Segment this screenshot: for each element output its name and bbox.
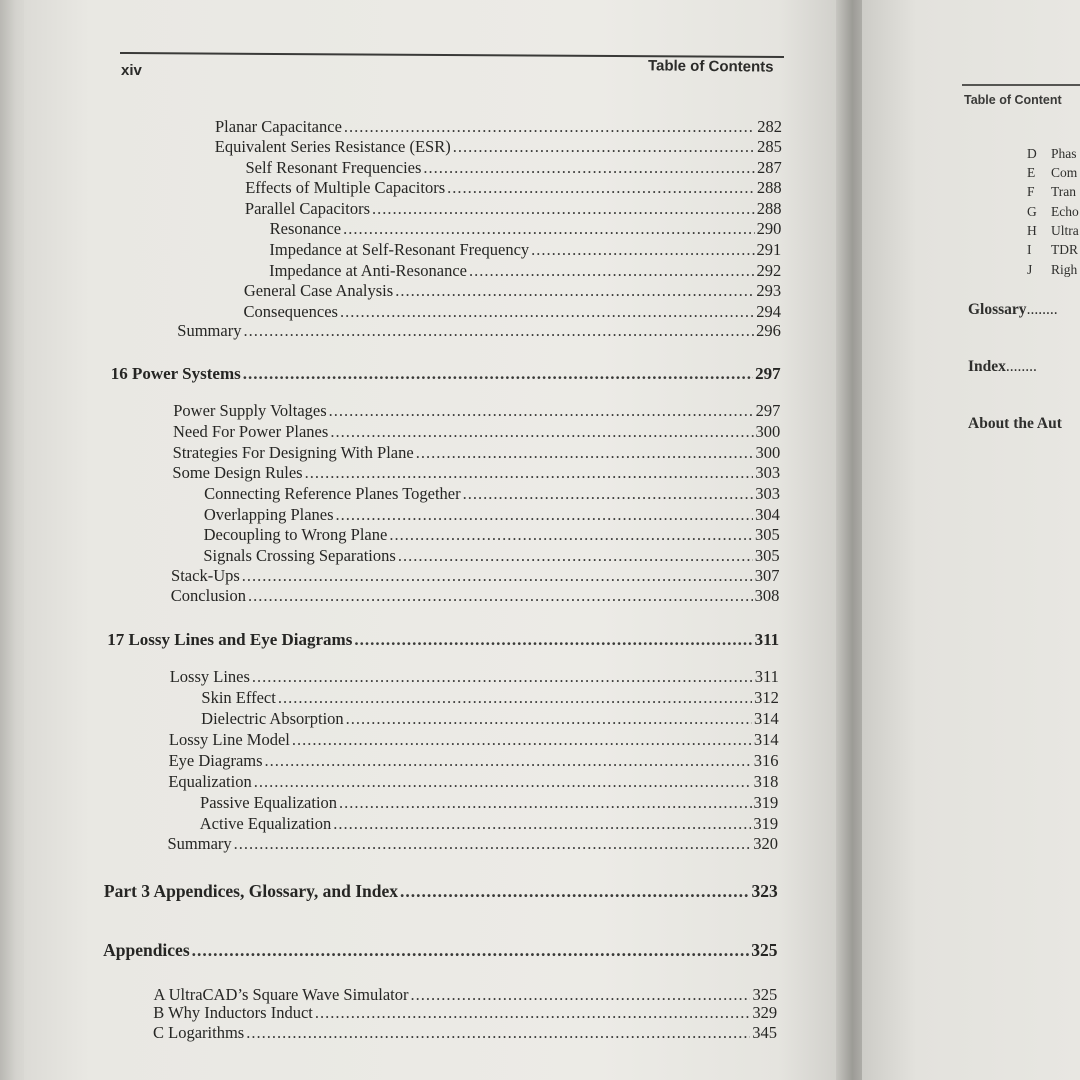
toc-entry-page: 308 (754, 586, 780, 605)
toc-entry-label: Effects of Multiple Capacitors (245, 178, 446, 197)
toc-entry-label: Overlapping Planes (203, 505, 334, 524)
toc-entry (245, 199, 782, 219)
toc-entry (173, 401, 780, 421)
toc-entry-page: 314 (753, 709, 779, 728)
toc-entry-label: Parallel Capacitors (244, 199, 370, 218)
dot-leader (423, 158, 755, 178)
dot-leader (389, 525, 753, 545)
toc-entry (168, 772, 778, 792)
toc-entry-label: Equivalent Series Resistance (ESR) (214, 137, 451, 156)
toc-entry-page: 316 (753, 751, 779, 770)
running-head: Table of Contents (647, 57, 774, 76)
toc-entry (244, 281, 781, 301)
toc-chapter-entry (103, 940, 777, 961)
appendix-label: Com (1051, 165, 1078, 180)
page-number: xiv (121, 62, 142, 79)
dot-leader (333, 814, 751, 834)
toc-entry (245, 178, 781, 198)
toc-entry-page: 297 (755, 401, 781, 420)
dot-leader (531, 240, 754, 260)
toc-entry-label: Passive Equalization (200, 793, 338, 812)
toc-entry-label: Active Equalization (199, 814, 332, 833)
toc-entry (200, 793, 778, 813)
dot-leader (400, 881, 749, 902)
toc-entry-page: 312 (754, 688, 779, 707)
toc-entry-label: Eye Diagrams (168, 751, 263, 770)
toc-entry-label: Consequences (243, 302, 338, 321)
toc-entry-label: Impedance at Anti-Resonance (269, 261, 467, 280)
toc-entry-page: 288 (756, 178, 782, 197)
dot-leader (248, 586, 753, 606)
dot-leader (336, 505, 754, 525)
toc-entry (245, 158, 781, 178)
toc-entry-page: 285 (757, 137, 782, 156)
appendix-label: TDR (1051, 242, 1078, 257)
toc-entry-label: Dielectric Absorption (201, 709, 344, 728)
dot-leader (343, 219, 755, 239)
toc-entry-page: 311 (754, 630, 780, 649)
dot-leader (463, 484, 754, 504)
toc-entry-page: 329 (752, 1003, 778, 1022)
toc-entry-label: Strategies For Designing With Plane (172, 443, 414, 462)
toc-chapter-entry (104, 881, 778, 902)
toc-entry (171, 566, 779, 586)
section-leader: ........ (1005, 358, 1037, 375)
right-appendix-entry (1027, 165, 1077, 181)
right-appendix-entry (1027, 223, 1079, 239)
section-label: About the Aut (968, 415, 1062, 432)
dot-leader (234, 834, 752, 854)
toc-entry-page: 303 (755, 484, 780, 503)
toc-entry-label: Equalization (168, 772, 252, 791)
dot-leader (346, 709, 752, 729)
toc-entry-page: 314 (753, 730, 779, 749)
dot-leader (254, 772, 752, 792)
toc-entry-page: 311 (754, 667, 779, 686)
toc-entry-page: 319 (753, 814, 779, 833)
toc-chapter-entry (107, 630, 779, 650)
dot-leader (315, 1003, 750, 1023)
toc-entry-label: 17 Lossy Lines and Eye Diagrams (107, 630, 353, 649)
dot-leader (416, 443, 754, 463)
toc-entry (177, 321, 781, 341)
section-label: Glossary (968, 301, 1027, 318)
appendix-letter: D (1027, 146, 1037, 161)
toc-entry-label: Appendices (103, 940, 190, 960)
dot-leader (246, 1023, 750, 1043)
toc-entry-page: 300 (755, 422, 781, 441)
toc-entry-page: 325 (752, 985, 778, 1004)
toc-entry-page: 323 (751, 881, 778, 901)
section-label: Index (968, 358, 1006, 375)
toc-entry (153, 1023, 777, 1043)
dot-leader (278, 688, 752, 708)
toc-entry-page: 307 (754, 566, 780, 585)
dot-leader (340, 302, 754, 322)
toc-entry-page: 291 (756, 240, 782, 259)
toc-entry (153, 1003, 777, 1023)
dot-leader (398, 546, 753, 566)
toc-entry (172, 463, 780, 483)
toc-entry-label: A UltraCAD’s Square Wave Simulator (153, 985, 409, 1004)
toc-entry-page: 305 (754, 525, 780, 544)
dot-leader (411, 985, 751, 1005)
toc-entry-page: 304 (755, 505, 780, 524)
toc-entry-page: 320 (753, 834, 779, 853)
toc-entry-label: Conclusion (170, 586, 246, 605)
toc-entry-label: Need For Power Planes (172, 422, 329, 441)
toc-entry-page: 318 (753, 772, 779, 791)
toc-entry (204, 505, 780, 525)
dot-leader (243, 364, 753, 384)
toc-entry-page: 300 (755, 443, 781, 462)
dot-leader (469, 261, 754, 281)
toc-entry-page: 288 (756, 199, 782, 218)
toc-entry (200, 814, 778, 834)
appendix-letter: E (1027, 165, 1036, 180)
toc-entry-page: 325 (751, 940, 778, 960)
toc-entry-label: Decoupling to Wrong Plane (203, 525, 388, 544)
toc-entry (154, 985, 778, 1005)
right-appendix-entry (1027, 146, 1077, 162)
toc-entry (171, 586, 780, 606)
dot-leader (453, 137, 755, 157)
toc-entry (204, 484, 780, 504)
right-running-head: Table of Content (964, 93, 1062, 107)
appendix-label: Righ (1051, 262, 1078, 277)
toc-entry (170, 667, 779, 687)
dot-leader (344, 117, 755, 137)
toc-entry-label: Impedance at Self-Resonant Frequency (269, 240, 530, 259)
toc-entry (201, 709, 779, 729)
toc-entry (173, 422, 780, 442)
appendix-letter: F (1027, 184, 1035, 199)
toc-entry-page: 292 (756, 261, 782, 280)
dot-leader (330, 422, 753, 442)
toc-entry-page: 287 (757, 158, 782, 177)
appendix-label: Phas (1051, 146, 1077, 161)
toc-entry-label: Summary (167, 834, 232, 853)
right-appendix-entry (1027, 242, 1078, 258)
dot-leader (447, 178, 755, 198)
dot-leader (242, 566, 753, 586)
toc-entry (169, 730, 779, 750)
toc-entry-label: Stack-Ups (171, 566, 240, 585)
toc-entry-page: 305 (754, 546, 780, 565)
appendix-label: Ultra (1051, 223, 1079, 238)
toc-entry-page: 296 (756, 321, 781, 340)
toc-entry (215, 117, 782, 137)
appendix-letter: H (1027, 223, 1037, 238)
appendix-letter: G (1027, 204, 1037, 219)
toc-entry (244, 302, 781, 322)
toc-entry-label: Signals Crossing Separations (203, 546, 396, 565)
right-section-entry (968, 415, 1062, 433)
right-section-entry (968, 301, 1058, 319)
toc-entry (269, 240, 781, 260)
toc-entry-page: 293 (756, 281, 782, 300)
right-header-rule (962, 84, 1080, 86)
toc-entry-label: Connecting Reference Planes Together (204, 484, 461, 503)
toc-entry-label: Resonance (269, 219, 342, 238)
toc-entry-page: 303 (755, 463, 781, 482)
toc-entry-label: General Case Analysis (243, 281, 394, 300)
dot-leader (354, 630, 752, 650)
toc-entry (173, 443, 781, 463)
dot-leader (252, 667, 753, 687)
right-appendix-entry (1027, 262, 1077, 278)
toc-entry-page: 282 (757, 117, 782, 136)
appendix-letter: I (1027, 242, 1032, 257)
toc-entry-label: 16 Power Systems (110, 364, 241, 383)
toc-entry (203, 546, 779, 566)
appendix-label: Tran (1051, 184, 1077, 199)
toc-entry-label: Summary (177, 321, 242, 340)
dot-leader (192, 940, 750, 961)
dot-leader (243, 321, 754, 341)
toc-entry-label: Skin Effect (201, 688, 276, 707)
toc-entry-page: 319 (753, 793, 779, 812)
toc-entry (169, 751, 779, 771)
toc-entry (204, 525, 780, 545)
toc-entry-page: 297 (755, 364, 781, 383)
dot-leader (372, 199, 755, 219)
right-appendix-entry (1027, 204, 1079, 220)
toc-entry-page: 290 (756, 219, 782, 238)
appendix-label: Echo (1051, 204, 1079, 219)
toc-entry (168, 834, 779, 854)
toc-entry-page: 345 (752, 1023, 777, 1042)
right-section-entry (968, 358, 1037, 376)
dot-leader (305, 463, 754, 483)
toc-entry (201, 688, 778, 708)
toc-entry (270, 219, 782, 239)
toc-entry-label: Part 3 Appendices, Glossary, and Index (103, 881, 399, 901)
dot-leader (292, 730, 752, 750)
dot-leader (339, 793, 751, 813)
toc-entry-label: B Why Inductors Induct (153, 1003, 313, 1022)
toc-entry-label: Self Resonant Frequencies (245, 158, 422, 177)
toc-entry-label: Planar Capacitance (215, 117, 342, 136)
dot-leader (329, 401, 754, 421)
section-leader: ........ (1026, 301, 1058, 318)
toc-chapter-entry (111, 364, 781, 384)
toc-entry-label: Lossy Lines (169, 667, 250, 686)
toc-entry-page: 294 (756, 302, 781, 321)
right-appendix-entry (1027, 184, 1076, 200)
toc-entry-label: Some Design Rules (172, 463, 303, 482)
dot-leader (395, 281, 754, 301)
toc-entry-label: Lossy Line Model (168, 730, 290, 749)
toc-entry-label: Power Supply Voltages (173, 401, 327, 420)
toc-entry (269, 261, 781, 281)
appendix-letter: J (1027, 262, 1033, 277)
toc-entry (215, 137, 782, 157)
toc-entry-label: C Logarithms (153, 1023, 245, 1042)
dot-leader (265, 751, 752, 771)
